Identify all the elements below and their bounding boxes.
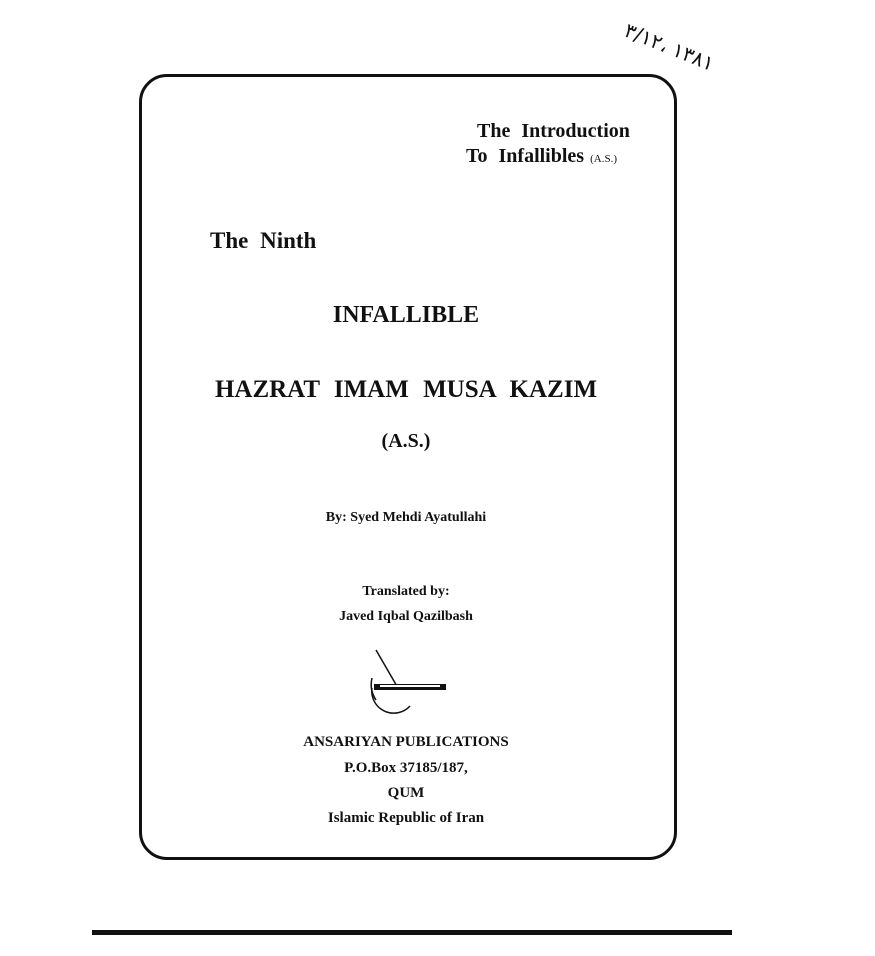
publisher-name: ANSARIYAN PUBLICATIONS: [303, 734, 509, 750]
series-title-line2: [466, 145, 617, 168]
series-title-text: To Infallibles: [466, 145, 585, 167]
publisher-logo-icon: [362, 648, 452, 714]
series-title-suffix: (A.S.): [590, 153, 617, 165]
publisher-pobox: P.O.Box 37185/187,: [344, 760, 468, 776]
handwritten-note: ۳/۱۲، ۱۳۸۱: [621, 18, 718, 76]
author-line: By: Syed Mehdi Ayatullahi: [325, 510, 487, 525]
honorific: (A.S.): [381, 430, 431, 452]
main-heading: INFALLIBLE: [332, 302, 480, 328]
imam-name: HAZRAT IMAM MUSA KAZIM: [214, 376, 598, 403]
translator-name: Javed Iqbal Qazilbash: [339, 609, 473, 624]
bottom-rule: [92, 930, 732, 935]
ordinal-heading: The Ninth: [210, 228, 317, 253]
publisher-country: Islamic Republic of Iran: [327, 810, 485, 826]
publisher-city: QUM: [387, 785, 425, 801]
translator-label: Translated by:: [362, 584, 450, 599]
series-title-line1: The Introduction: [477, 120, 630, 142]
